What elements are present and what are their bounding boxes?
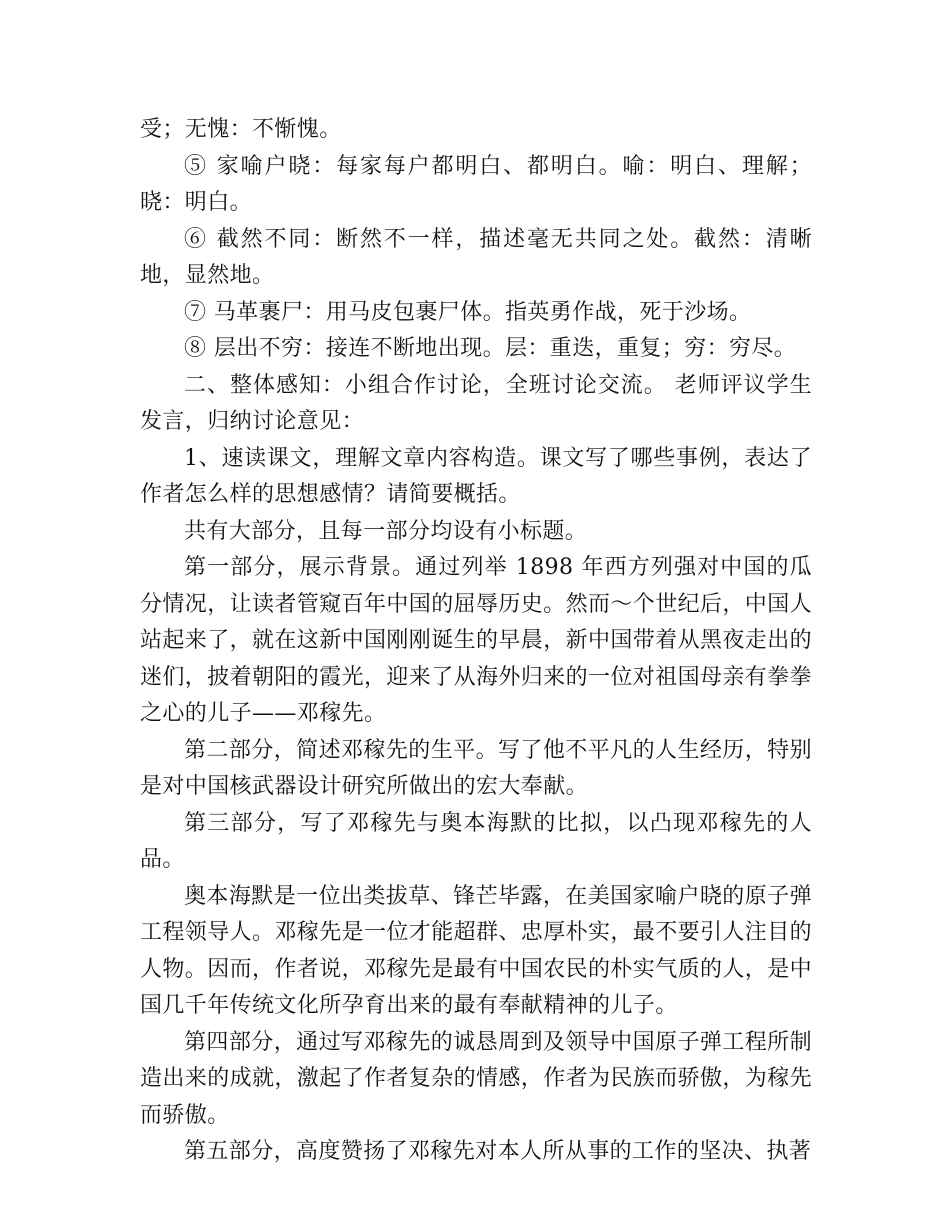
paragraph: ⑤ 家喻户晓：每家每户都明白、都明白。喻：明白、理解；晓：明白。: [140, 153, 812, 215]
paragraph: 奥本海默是一位出类拔草、锋芒毕露，在美国家喻户晓的原子弹工程领导人。邓稼先是一位才能超群、忠厚朴实，最不要引人注目的人物。因而，作者说，邓稼先是最有中国农民的朴实气质的人，是中国几千年传统文化所孕育出来的最有奉献精神的儿子。: [140, 883, 813, 1018]
document-page: [140, 112, 812, 1171]
paragraph: 第五部分，高度赞扬了邓稼先对本人所从事的工作的坚决、执著: [184, 1139, 812, 1164]
paragraph: ⑧ 层出不穷：接连不断地出现。层：重迭，重复；穷：穷尽。: [184, 336, 797, 361]
paragraph: 第一部分，展示背景。通过列举 1898 年西方列强对中国的瓜分情况，让读者管窥百年中国的屈辱历史。然而～个世纪后，中国人站起来了，就在这新中国刚刚诞生的早晨，新中国带着从黑夜走出的迷们，披着朝阳的霞光，迎来了从海外归来的一位对祖国母亲有拳拳之心的儿子——邓稼先。: [140, 555, 813, 726]
paragraph: 1、速读课文，理解文章内容构造。课文写了哪些事例，表达了作者怎么样的思想感情？请简要概括。: [140, 445, 812, 507]
paragraph: 第三部分，写了邓稼先与奥本海默的比拟，以凸现邓稼先的人品。: [140, 810, 812, 872]
paragraph: 受；无愧：不惭愧。: [140, 117, 342, 142]
paragraph: 二、整体感知：小组合作讨论，全班讨论交流。 老师评议学生发言，归纳讨论意见：: [140, 372, 812, 434]
paragraph: 共有大部分，且每一部分均设有小标题。: [184, 518, 588, 544]
paragraph: ⑦ 马革裹尸：用马皮包裹尸体。指英勇作战，死于沙场。: [184, 299, 752, 325]
paragraph: ⑥ 截然不同：断然不一样，描述毫无共同之处。截然：清晰地，显然地。: [140, 226, 812, 288]
paragraph: 第二部分，简述邓稼先的生平。写了他不平凡的人生经历，特别是对中国核武器设计研究所做出的宏大奉献。: [140, 737, 812, 799]
paragraph: 第四部分，通过写邓稼先的诚恳周到及领导中国原子弹工程所制造出来的成就，激起了作者复杂的情感，作者为民族而骄傲，为稼先而骄傲。: [140, 1029, 813, 1128]
